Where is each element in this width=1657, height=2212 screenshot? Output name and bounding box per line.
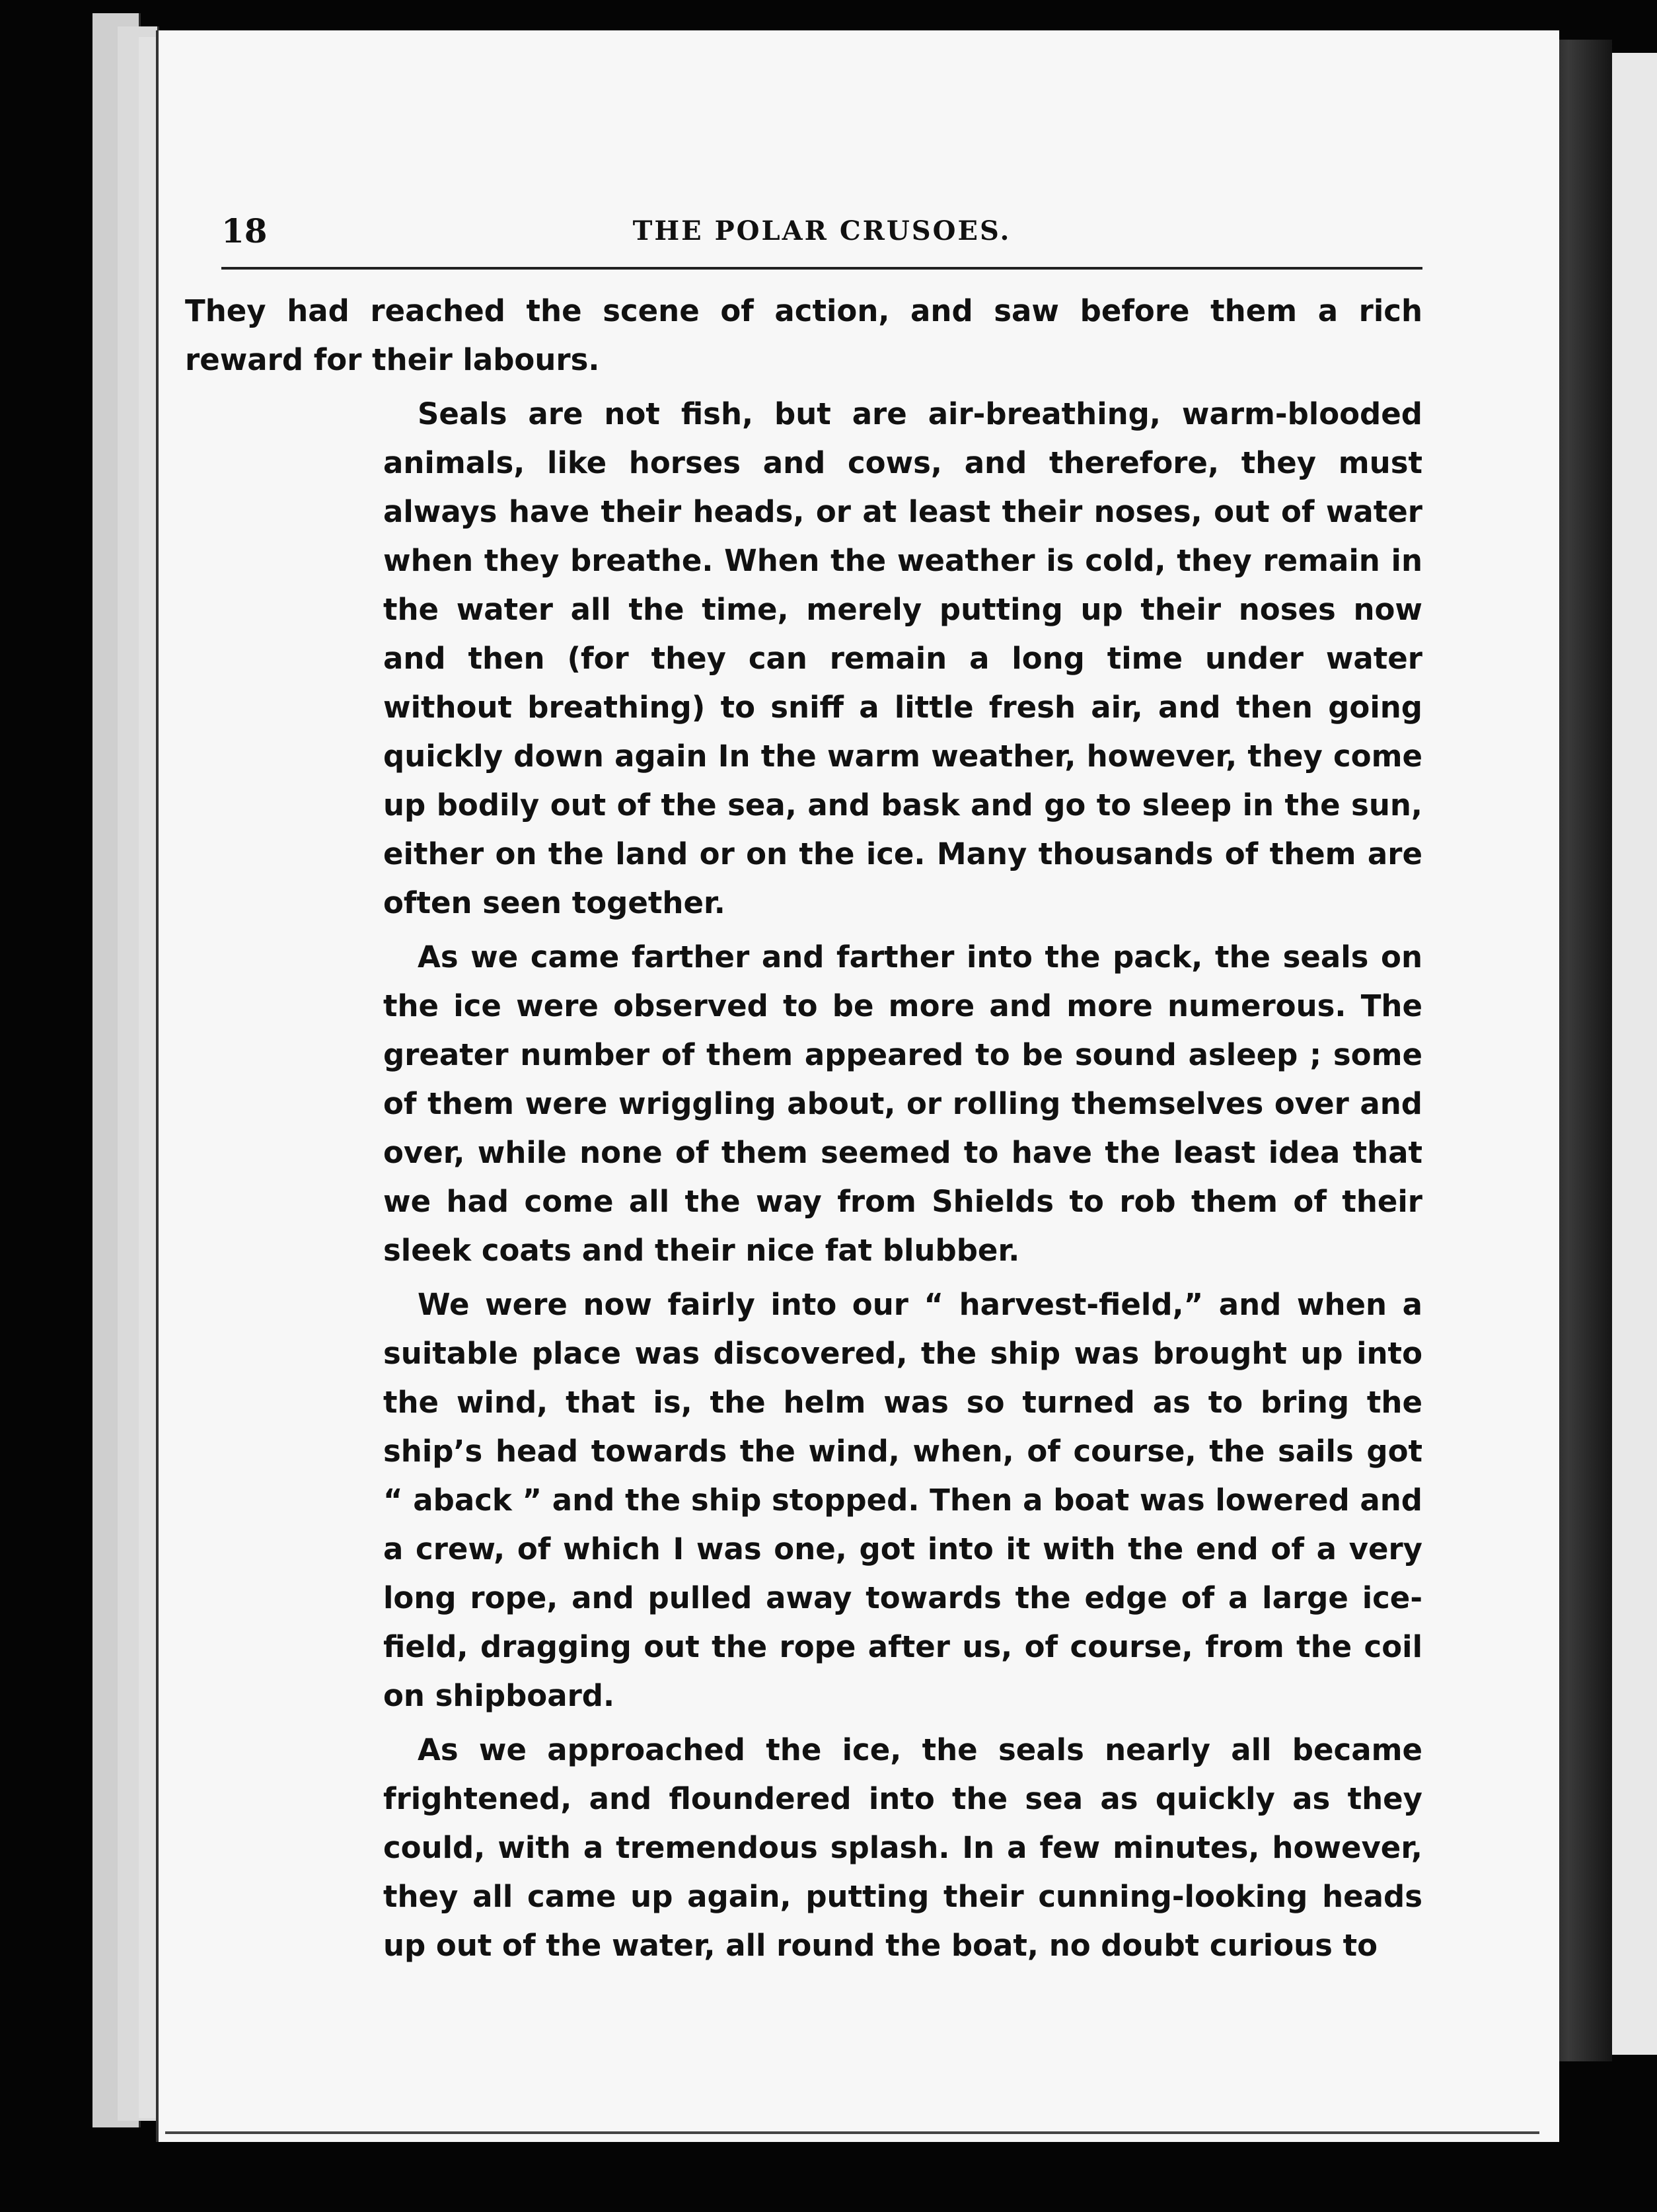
body-text — [185, 287, 1422, 1975]
running-head: THE POLAR CRUSOES. — [632, 215, 1012, 246]
page-bottom-edge — [165, 2131, 1539, 2134]
paragraph: We were now fairly into our “ harvest-field,” and when a suitable place was discovered, the ship was brought up into the wind, that is, the helm was so turned as to bring the ship’s head towards the wind, when, of course, the sails got “ aback ” and the ship stopped. Then a boat was lowered and a crew, of which I was one, got into it with the end of a very long rope, and pulled away towards the edge of a large ice-field, dragging out the rope after us, of course, from the coil on shipboard. — [383, 1287, 1422, 1713]
page-number: 18 — [221, 211, 268, 250]
next-page-sliver — [1612, 53, 1657, 2055]
paragraph: They had reached the scene of action, and saw before them a rich reward for their labours. — [185, 293, 1422, 377]
paragraph: As we approached the ice, the seals nearly all became frightened, and floundered into the sea as quickly as they could, with a tremendous splash. In a few minutes, however, they all came up again, putting their cunning-looking heads up out of the water, all round the boat, no doubt curious to — [383, 1732, 1422, 1963]
paragraph: Seals are not fish, but are air-breathing, warm-blooded animals, like horses and cows, and therefore, they must always have their heads, or at least their noses, out of water when they breathe. When the weather is cold, they remain in the water all the time, merely putting up their noses now and then (for they can remain a long time under water without breathing) to sniff a little fresh air, and then going quickly down again In the warm weather, however, they come up bodily out of the sea, and bask and go to sleep in the sun, either on the land or on the ice. Many thousands of them are often seen together. — [383, 396, 1422, 920]
header-rule — [221, 267, 1422, 270]
paragraph: As we came farther and farther into the pack, the seals on the ice were observed to be more and more numerous. The greater number of them appeared to be sound asleep ; some of them were wriggling about, or rolling themselves over and over, while none of them seemed to have the least idea that we had come all the way from Shields to rob them of their sleek coats and their nice fat blubber. — [383, 940, 1422, 1268]
page-header — [221, 211, 1422, 271]
